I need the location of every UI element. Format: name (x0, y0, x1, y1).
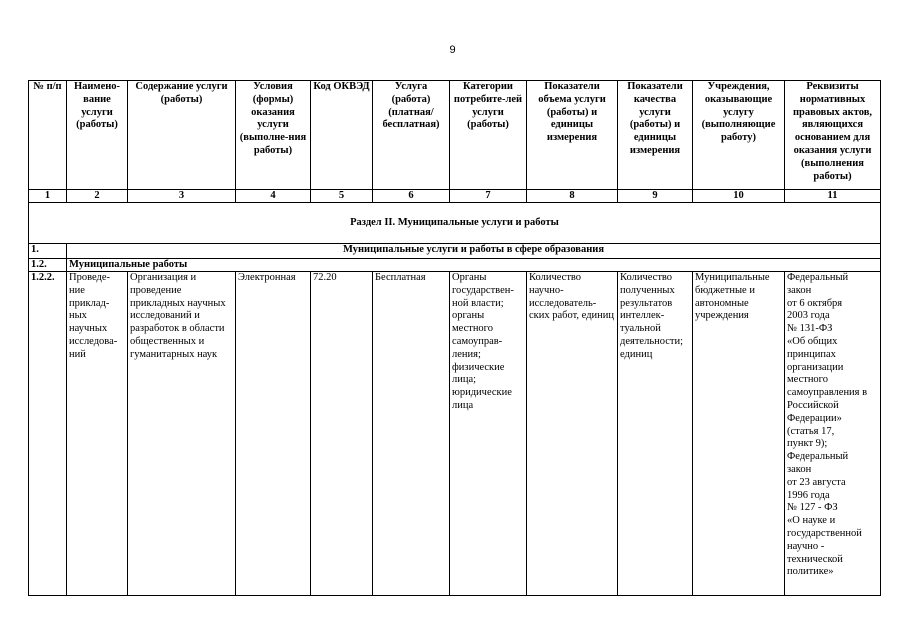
legal-acts-line: местного (787, 374, 828, 386)
subsection-number: 1. (29, 244, 67, 259)
service-form: Электронная (236, 272, 311, 596)
header-cell-quality: Показатели качества услуги (работы) и единицы измерения (618, 81, 693, 190)
providing-institutions: Муниципальные бюджетные и автономные учреждения (693, 272, 785, 596)
header-cell-number: № п/п (29, 81, 67, 190)
column-number: 1 (29, 190, 67, 203)
legal-acts-line: государственной (787, 527, 862, 539)
paid-status: Бесплатная (373, 272, 450, 596)
page-number: 9 (449, 44, 456, 56)
group-row (29, 259, 881, 272)
legal-acts-line: Федеральный (787, 272, 849, 283)
section-title: Раздел II. Муниципальные услуги и работы (29, 203, 881, 244)
legal-acts-line: закон (787, 284, 812, 296)
column-number: 8 (527, 190, 618, 203)
section-row (29, 203, 881, 244)
service-content: Организация и проведение прикладных научных исследований и разработок в области общественных и гуманитарных наук (128, 272, 236, 596)
legal-acts-line: научно - (787, 540, 825, 552)
legal-acts-line: «О науке и (787, 515, 836, 527)
legal-acts-line: пункт 9); (787, 438, 828, 450)
column-number: 7 (450, 190, 527, 203)
legal-acts-line: принципах (787, 348, 836, 360)
legal-acts (785, 272, 881, 596)
consumer-categories: Органы государствен-ной власти; органы местного самоуправ-ления; физические лица; юридические лица (450, 272, 527, 596)
column-number-row (29, 190, 881, 203)
subsection-row (29, 244, 881, 259)
quality-indicators: Количество полученных результатов интеллек-туальной деятельности; единиц (618, 272, 693, 596)
legal-acts-line: закон (787, 463, 812, 475)
okved-code: 72.20 (311, 272, 373, 596)
group-number: 1.2. (29, 259, 67, 272)
column-number: 2 (67, 190, 128, 203)
header-cell-name: Наимено-вание услуги (работы) (67, 81, 128, 190)
legal-acts-line: организации (787, 361, 844, 373)
legal-acts-line: Российской (787, 399, 839, 411)
services-register-table (28, 80, 881, 596)
column-number: 6 (373, 190, 450, 203)
header-cell-volume: Показатели объема услуги (работы) и единицы измерения (527, 81, 618, 190)
column-number: 3 (128, 190, 236, 203)
group-title: Муниципальные работы (67, 259, 881, 272)
legal-acts-line: № 131-ФЗ (787, 323, 833, 335)
service-name: Проведе-ние приклад-ных научных исследова-ний (67, 272, 128, 596)
header-cell-legal-acts: Реквизиты нормативных правовых актов, являющихся основанием для оказания услуги (выполнения работы) (785, 81, 881, 190)
column-number: 9 (618, 190, 693, 203)
legal-acts-line: от 23 августа (787, 476, 846, 488)
column-number: 4 (236, 190, 311, 203)
header-row (29, 81, 881, 190)
legal-acts-line: Федеральный (787, 451, 849, 463)
header-cell-paid: Услуга (работа) (платная/ бесплатная) (373, 81, 450, 190)
legal-acts-line: «Об общих (787, 335, 838, 347)
legal-acts-line: от 6 октября (787, 297, 843, 309)
header-cell-form: Условия (формы) оказания услуги (выполне-ния работы) (236, 81, 311, 190)
column-number: 10 (693, 190, 785, 203)
column-number: 5 (311, 190, 373, 203)
legal-acts-line: 2003 года (787, 310, 830, 322)
legal-acts-line: технической (787, 553, 843, 565)
table-row (29, 272, 881, 596)
header-cell-content: Содержание услуги (работы) (128, 81, 236, 190)
legal-acts-line: № 127 - ФЗ (787, 502, 838, 514)
legal-acts-line: 1996 года (787, 489, 830, 501)
subsection-title: Муниципальные услуги и работы в сфере образования (67, 244, 881, 259)
header-cell-institutions: Учреждения, оказывающие услугу (выполняющие работу) (693, 81, 785, 190)
row-number: 1.2.2. (29, 272, 67, 596)
legal-acts-line: (статья 17, (787, 425, 835, 437)
column-number: 11 (785, 190, 881, 203)
header-cell-consumers: Категории потребите-лей услуги (работы) (450, 81, 527, 190)
header-cell-okved: Код ОКВЭД (311, 81, 373, 190)
legal-acts-line: политике» (787, 566, 834, 578)
legal-acts-line: Федерации» (787, 412, 842, 424)
volume-indicators: Количество научно-исследователь-ских работ, единиц (527, 272, 618, 596)
legal-acts-line: самоуправления в (787, 387, 868, 399)
